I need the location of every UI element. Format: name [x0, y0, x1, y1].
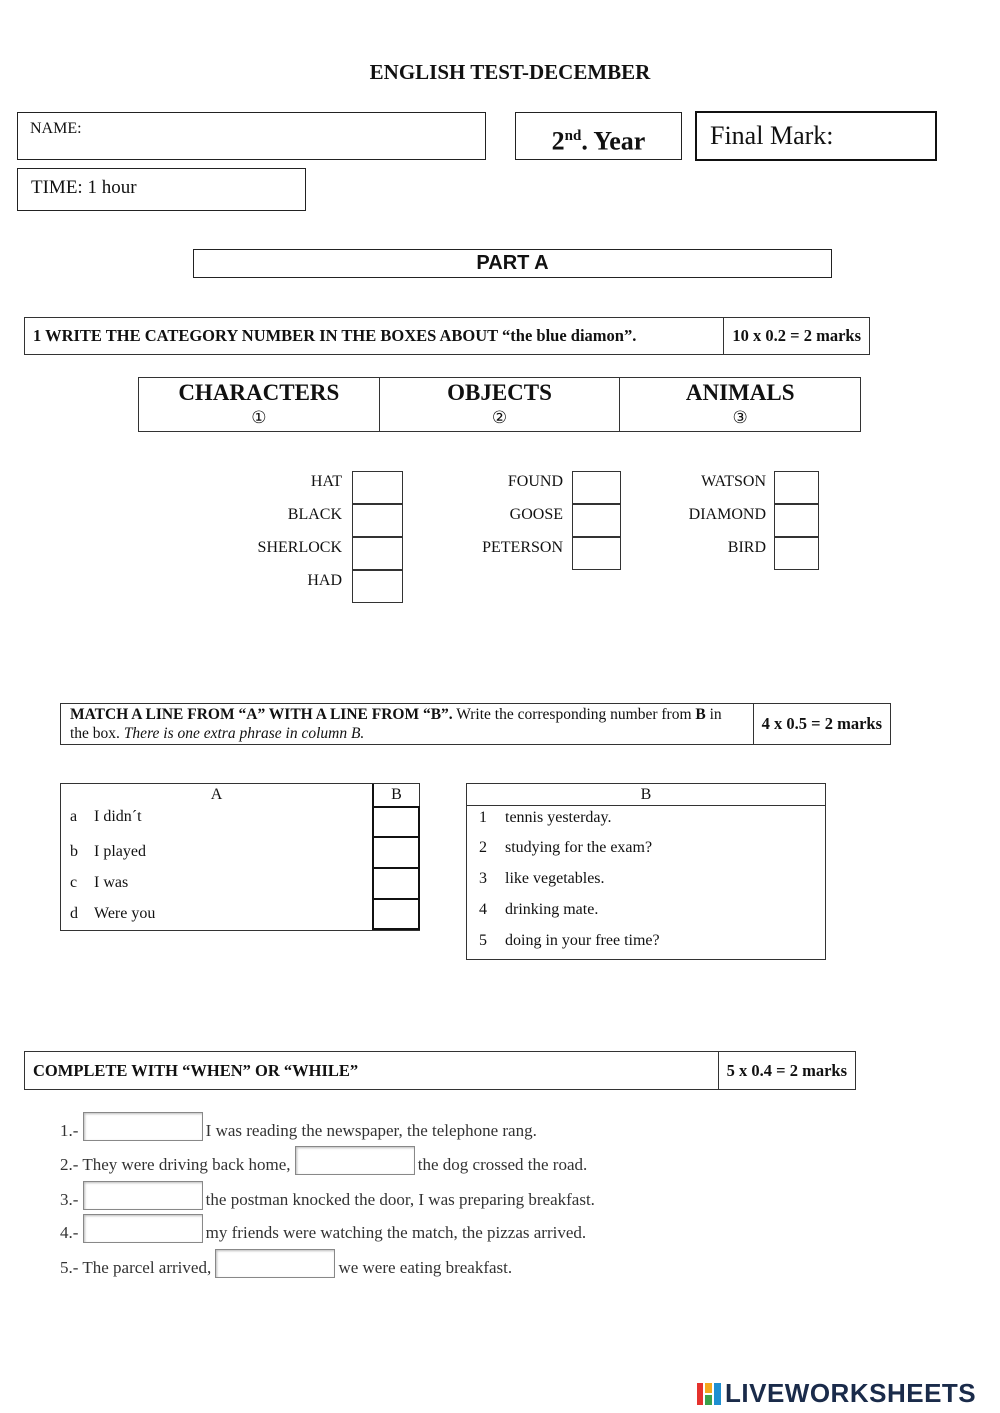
year-suffix: nd [564, 128, 582, 144]
col-b-header: B [372, 784, 419, 806]
time-box [17, 168, 306, 211]
table-row [61, 868, 420, 899]
word-label: DIAMOND [688, 506, 766, 523]
liveworksheets-brand: LIVEWORKSHEETS [725, 1378, 977, 1408]
word-answer-box[interactable] [572, 504, 621, 537]
category-number: ① [251, 408, 267, 428]
category-name: OBJECTS [447, 380, 552, 405]
category-number: ② [491, 408, 508, 428]
category-name: ANIMALS [685, 380, 795, 405]
row-text: I was [94, 874, 129, 891]
item-text: tennis yesterday. [505, 809, 612, 826]
word-label: GOOSE [509, 506, 563, 523]
category-animals [619, 378, 860, 431]
list-item [467, 836, 825, 867]
row-text: I didn´t [94, 808, 142, 825]
item-number: 4 [479, 901, 487, 918]
sentence-5 [60, 1249, 512, 1278]
year-number: 2 [551, 126, 565, 156]
row-text: Were you [94, 905, 156, 922]
category-characters [139, 378, 379, 431]
word-label: FOUND [507, 473, 563, 490]
part-a-heading: PART A [193, 249, 832, 278]
word-answer-box[interactable] [352, 570, 403, 603]
col-a-header: A [210, 786, 223, 803]
word-answer-box[interactable] [572, 471, 621, 504]
item-text: drinking mate. [505, 901, 599, 918]
sentence-before: 4.- [60, 1223, 79, 1242]
item-text: studying for the exam? [505, 839, 653, 856]
word-label: SHERLOCK [257, 539, 342, 556]
match-answer-box[interactable] [372, 899, 420, 930]
row-letter: c [70, 874, 78, 891]
word-answer-box[interactable] [572, 537, 621, 570]
item-text: doing in your free time? [505, 932, 660, 949]
match-table-a [60, 783, 420, 931]
list-item [467, 867, 825, 898]
section2-instruction-bold: MATCH A LINE FROM “A” WITH A LINE FROM “B”. [70, 706, 453, 723]
section3-header [24, 1051, 856, 1090]
name-field[interactable] [17, 112, 486, 160]
sentence-after: the postman knocked the door, I was preparing breakfast. [205, 1190, 595, 1209]
section2-instruction [61, 704, 754, 744]
row-letter: a [70, 808, 78, 825]
time-label: TIME: 1 hour [31, 177, 137, 198]
word-label: BLACK [287, 506, 342, 523]
sentence-after: I was reading the newspaper, the telephone rang. [205, 1121, 537, 1140]
word-answer-box[interactable] [352, 537, 403, 570]
sentence-after: we were eating breakfast. [338, 1258, 513, 1277]
answer-input[interactable] [295, 1146, 415, 1175]
section1-marks: 10 x 0.2 = 2 marks [732, 326, 861, 345]
category-name: CHARACTERS [178, 380, 340, 405]
sentence-3 [60, 1181, 595, 1210]
table-row [61, 837, 420, 868]
final-mark-box [695, 111, 937, 161]
word-answer-box[interactable] [352, 504, 403, 537]
sentence-after: the dog crossed the road. [417, 1155, 588, 1174]
answer-input[interactable] [215, 1249, 335, 1278]
match-answer-box[interactable] [372, 837, 420, 868]
match-table-b [466, 783, 826, 960]
sentence-2 [60, 1146, 587, 1175]
table-row [61, 899, 420, 930]
word-answer-box[interactable] [352, 471, 403, 504]
sentence-after: my friends were watching the match, the pizzas arrived. [205, 1223, 587, 1242]
sentence-before: 2.- They were driving back home, [60, 1155, 291, 1174]
list-item [467, 806, 825, 836]
section1-instruction: 1 WRITE THE CATEGORY NUMBER IN THE BOXES ABOUT “the blue diamon”. [25, 318, 724, 354]
category-objects [379, 378, 620, 431]
word-label: BIRD [727, 539, 766, 556]
word-answer-box[interactable] [774, 504, 819, 537]
sentence-before: 3.- [60, 1190, 79, 1209]
answer-input[interactable] [83, 1214, 203, 1243]
item-number: 2 [479, 839, 487, 856]
sentence-before: 5.- The parcel arrived, [60, 1258, 212, 1277]
liveworksheets-logo-icon [696, 1381, 722, 1407]
category-number: ③ [732, 408, 748, 428]
table-row [61, 806, 420, 837]
section2-instruction-note: There is one extra phrase in column B. [123, 725, 365, 742]
section2-instruction-b: B [695, 706, 706, 723]
page-title: ENGLISH TEST-DECEMBER [369, 60, 651, 84]
list-item [467, 898, 825, 928]
year-text: . Year [581, 126, 646, 156]
item-number: 3 [479, 870, 487, 887]
word-label: WATSON [701, 473, 766, 490]
section3-instruction: COMPLETE WITH “WHEN” OR “WHILE” [25, 1052, 719, 1089]
section2-marks: 4 x 0.5 = 2 marks [761, 714, 882, 733]
row-letter: b [70, 843, 78, 860]
word-label: HAD [307, 572, 342, 589]
name-label: NAME: [30, 120, 82, 137]
match-answer-box[interactable] [372, 806, 420, 837]
section2-instruction-text: Write the corresponding number from [452, 706, 696, 723]
section2-instruction-text: in the box. [70, 706, 722, 742]
section2-header [60, 703, 891, 745]
final-mark-label: Final Mark: [710, 121, 834, 150]
word-answer-box[interactable] [774, 471, 819, 504]
year-box [515, 112, 682, 160]
liveworksheets-logo [696, 1378, 976, 1409]
word-answer-box[interactable] [774, 537, 819, 570]
item-number: 5 [479, 932, 487, 949]
item-text: like vegetables. [505, 870, 605, 887]
section3-marks: 5 x 0.4 = 2 marks [726, 1060, 847, 1080]
sentence-before: 1.- [60, 1121, 79, 1140]
sentence-4 [60, 1214, 586, 1243]
answer-input[interactable] [83, 1181, 203, 1210]
list-item [467, 928, 825, 959]
answer-input[interactable] [83, 1112, 203, 1141]
match-answer-box[interactable] [372, 868, 420, 899]
item-number: 1 [479, 809, 487, 826]
category-table [138, 377, 861, 432]
word-label: HAT [310, 473, 342, 490]
section1-header [24, 317, 870, 355]
row-text: I played [94, 843, 146, 860]
table-b-header: B [467, 784, 825, 806]
row-letter: d [70, 905, 78, 922]
sentence-1 [60, 1112, 537, 1141]
word-label: PETERSON [482, 539, 563, 556]
